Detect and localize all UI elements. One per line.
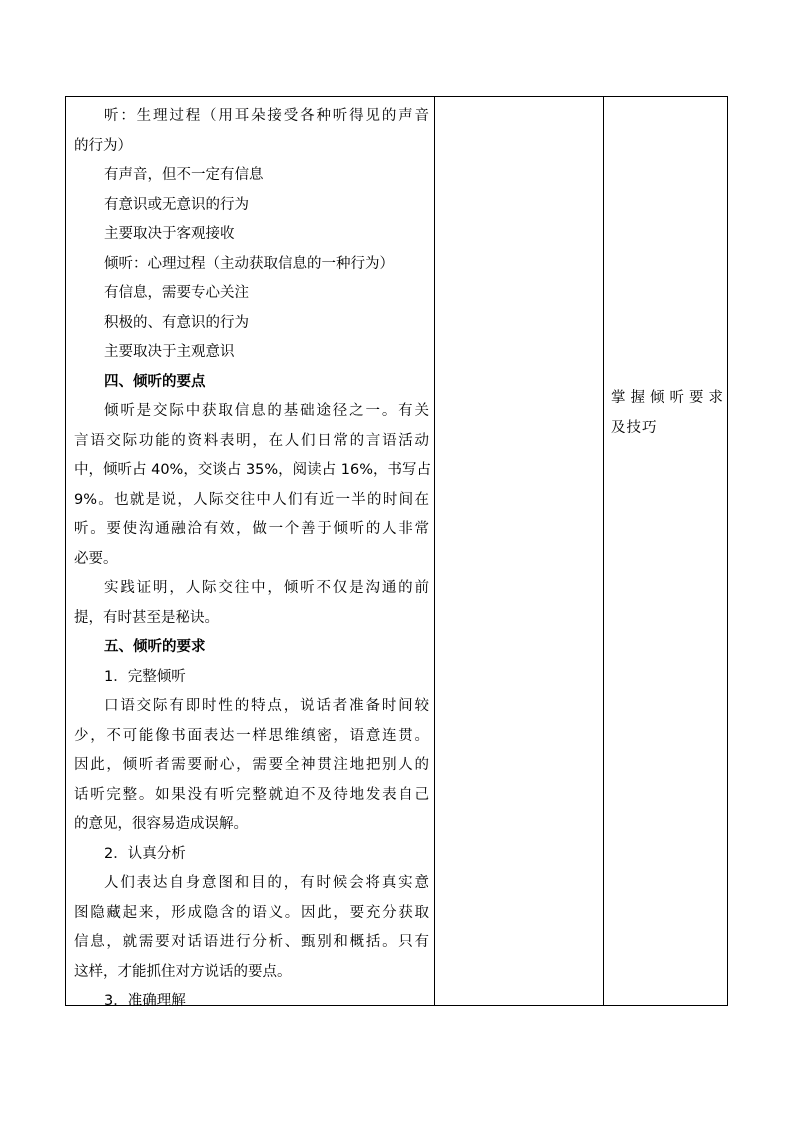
text-line: 人们表达自身意图和目的，有时候会将真实意: [104, 875, 429, 891]
lesson-table: [65, 96, 728, 1009]
column-divider: [603, 97, 604, 1005]
column-divider: [434, 97, 435, 1005]
objective-column: [611, 384, 724, 443]
text-line: 有信息，需要专心关注: [104, 285, 249, 301]
text-line: 的行为）: [74, 137, 132, 154]
text-line: 中，倾听占 40%，交谈占 35%，阅读占 16%，书写占: [74, 462, 432, 478]
text-line: 主要取决于主观意识: [104, 344, 235, 360]
text-line: 9%。也就是说，人际交往中人们有近一半的时间在: [74, 491, 429, 508]
text-line: 的意见，很容易造成误解。: [74, 816, 248, 832]
section-heading: 五、倾听的要求: [104, 639, 206, 655]
text-line: 信息，就需要对话语进行分析、甄别和概括。只有: [74, 934, 429, 950]
text-line: 积极的、有意识的行为: [104, 314, 249, 331]
text-line: 有意识或无意识的行为: [104, 196, 249, 213]
text-line: 必要。: [74, 550, 118, 567]
text-line: 听：生理过程（用耳朵接受各种听得见的声音: [104, 108, 429, 124]
objective-line: 掌握倾听要求: [611, 390, 724, 406]
text-line: 言语交际功能的资料表明，在人们日常的言语活动: [74, 432, 429, 449]
objective-line: 及技巧: [611, 419, 658, 436]
section-heading: 四、倾听的要点: [104, 373, 206, 390]
text-line: 主要取决于客观接收: [104, 226, 235, 242]
text-line: 图隐藏起来，形成隐含的语义。因此，要充分获取: [74, 904, 429, 921]
content-column: [74, 102, 432, 1017]
text-line: 倾听是交际中获取信息的基础途径之一。有关: [104, 403, 429, 419]
text-line: 因此，倾听者需要耐心，需要全神贯注地把别人的: [74, 757, 429, 773]
text-line: 话听完整。如果没有听完整就迫不及待地发表自己: [74, 786, 429, 803]
text-line: 2．认真分析: [104, 845, 186, 862]
text-line: 倾听：心理过程（主动获取信息的一种行为）: [104, 255, 394, 272]
text-line: 口语交际有即时性的特点，说话者准备时间较: [104, 698, 429, 714]
text-line: 提，有时甚至是秘诀。: [74, 609, 219, 626]
text-line: 1．完整倾听: [104, 668, 186, 685]
text-line: 有声音，但不一定有信息: [104, 167, 264, 183]
text-line: 少，不可能像书面表达一样思维缜密，语意连贯。: [74, 727, 429, 744]
text-line: 听。要使沟通融洽有效，做一个善于倾听的人非常: [74, 521, 429, 537]
text-line: 这样，才能抓住对方说话的要点。: [74, 963, 292, 980]
text-line: 3．准确理解: [104, 993, 186, 1009]
text-line: 实践证明，人际交往中，倾听不仅是沟通的前: [104, 580, 429, 596]
